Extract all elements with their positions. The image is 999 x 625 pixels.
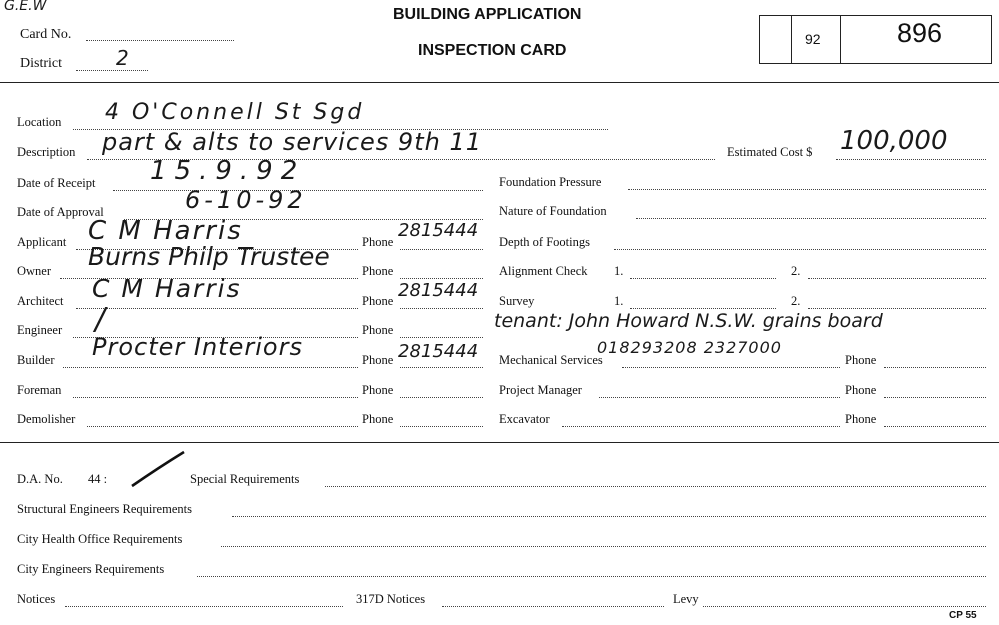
architect-value: C M Harris [92,274,242,303]
applicant-phone-label: Phone [362,235,394,249]
excavator-phone-label: Phone [845,412,877,426]
estimated-cost-label: Estimated Cost $ [727,145,813,159]
excavator-label: Excavator [499,412,550,426]
date-of-receipt-value: 15.9.92 [150,156,306,186]
alignment-check-1-field[interactable] [630,278,776,279]
demolisher-phone-label: Phone [362,412,394,426]
engineer-label: Engineer [17,323,63,337]
applicant-phone-value: 2815444 [398,220,479,241]
architect-phone-field[interactable] [400,308,483,309]
builder-phone-value: 2815444 [398,341,479,362]
form-title-line1: BUILDING APPLICATION [393,6,582,23]
district-label: District [20,56,62,71]
mechanical-services-field[interactable] [622,367,840,368]
nature-of-foundation-label: Nature of Foundation [499,204,607,218]
city-engineers-field[interactable] [197,576,986,577]
notices-317d-label: 317D Notices [356,592,426,606]
estimated-cost-field[interactable] [836,159,986,160]
project-manager-phone-label: Phone [845,383,877,397]
levy-label: Levy [673,592,699,606]
form-title-line2: INSPECTION CARD [418,42,567,59]
estimated-cost-value: 100,000 [840,126,948,156]
foreman-field[interactable] [73,397,358,398]
demolisher-label: Demolisher [17,412,76,426]
foreman-phone-field[interactable] [400,397,483,398]
depth-of-footings-field[interactable] [614,249,986,250]
foreman-phone-label: Phone [362,383,394,397]
architect-label: Architect [17,294,64,308]
description-label: Description [17,145,76,159]
demolisher-field[interactable] [87,426,358,427]
excavator-field[interactable] [562,426,840,427]
builder-value: Procter Interiors [92,333,303,361]
district-value: 2 [116,46,129,70]
notices-field[interactable] [65,606,343,607]
alignment-check-2-field[interactable] [808,278,986,279]
foundation-pressure-field[interactable] [628,189,986,190]
mechanical-services-phone-label: Phone [845,353,877,367]
project-manager-label: Project Manager [499,383,582,397]
special-requirements-label: Special Requirements [190,472,300,486]
builder-phone-label: Phone [362,353,394,367]
owner-value: Burns Philp Trustee [88,242,330,271]
builder-field[interactable] [63,367,358,368]
date-of-approval-label: Date of Approval [17,205,104,219]
health-field[interactable] [221,546,986,547]
owner-label: Owner [17,264,52,278]
da-no-handwritten-slash [128,448,188,490]
architect-phone-value: 2815444 [398,280,479,301]
location-label: Location [17,115,62,129]
alignment-check-1-label: 1. [614,264,624,278]
card-no-label: Card No. [20,27,72,42]
mechanical-services-label: Mechanical Services [499,353,603,367]
demolisher-phone-field[interactable] [400,426,483,427]
engineer-value: / [95,302,106,337]
project-manager-field[interactable] [599,397,840,398]
header-divider [0,82,999,83]
location-value: 4 O'Connell St Sgd [105,100,365,125]
foreman-label: Foreman [17,383,62,397]
corner-initials: G.E.W [4,0,47,14]
applicant-value: C M Harris [88,216,243,246]
nature-of-foundation-field[interactable] [636,218,986,219]
engineer-phone-field[interactable] [400,337,483,338]
survey-2-label: 2. [791,294,801,308]
levy-field[interactable] [703,606,986,607]
engineer-phone-label: Phone [362,323,394,337]
project-manager-phone-field[interactable] [884,397,986,398]
applicant-phone-field[interactable] [400,249,483,250]
box-prefix: 92 [805,31,821,47]
survey-label: Survey [499,294,535,308]
da-no-label: D.A. No. [17,472,63,486]
date-of-receipt-label: Date of Receipt [17,176,96,190]
foundation-pressure-label: Foundation Pressure [499,175,602,189]
card-number-box [759,15,992,64]
survey-2-field[interactable] [808,308,986,309]
health-label: City Health Office Requirements [17,532,183,546]
date-of-approval-value: 6-10-92 [185,186,307,214]
mechanical-services-phone-field[interactable] [884,367,986,368]
tenant-note: tenant: John Howard N.S.W. grains board [494,310,883,332]
structural-field[interactable] [232,516,986,517]
architect-field[interactable] [76,308,358,309]
card-no-field[interactable] [86,40,234,41]
form-code: CP 55 [949,610,977,621]
architect-phone-label: Phone [362,294,394,308]
survey-1-field[interactable] [630,308,776,309]
box-number: 896 [897,18,943,48]
special-requirements-field[interactable] [325,486,986,487]
tenant-phones: 018293208 2327000 [597,338,782,357]
applicant-label: Applicant [17,235,67,249]
excavator-phone-field[interactable] [884,426,986,427]
notices-label: Notices [17,592,56,606]
survey-1-label: 1. [614,294,624,308]
district-field[interactable] [76,70,148,71]
alignment-check-label: Alignment Check [499,264,588,278]
structural-label: Structural Engineers Requirements [17,502,192,516]
notices-317d-field[interactable] [442,606,664,607]
depth-of-footings-label: Depth of Footings [499,235,590,249]
builder-label: Builder [17,353,55,367]
description-value: part & alts to services 9th 11 [102,128,482,156]
section-divider [0,442,999,443]
city-engineers-label: City Engineers Requirements [17,562,165,576]
owner-phone-field[interactable] [400,278,483,279]
owner-phone-label: Phone [362,264,394,278]
alignment-check-2-label: 2. [791,264,801,278]
da-no-value: 44 : [88,472,108,486]
builder-phone-field[interactable] [400,367,483,368]
